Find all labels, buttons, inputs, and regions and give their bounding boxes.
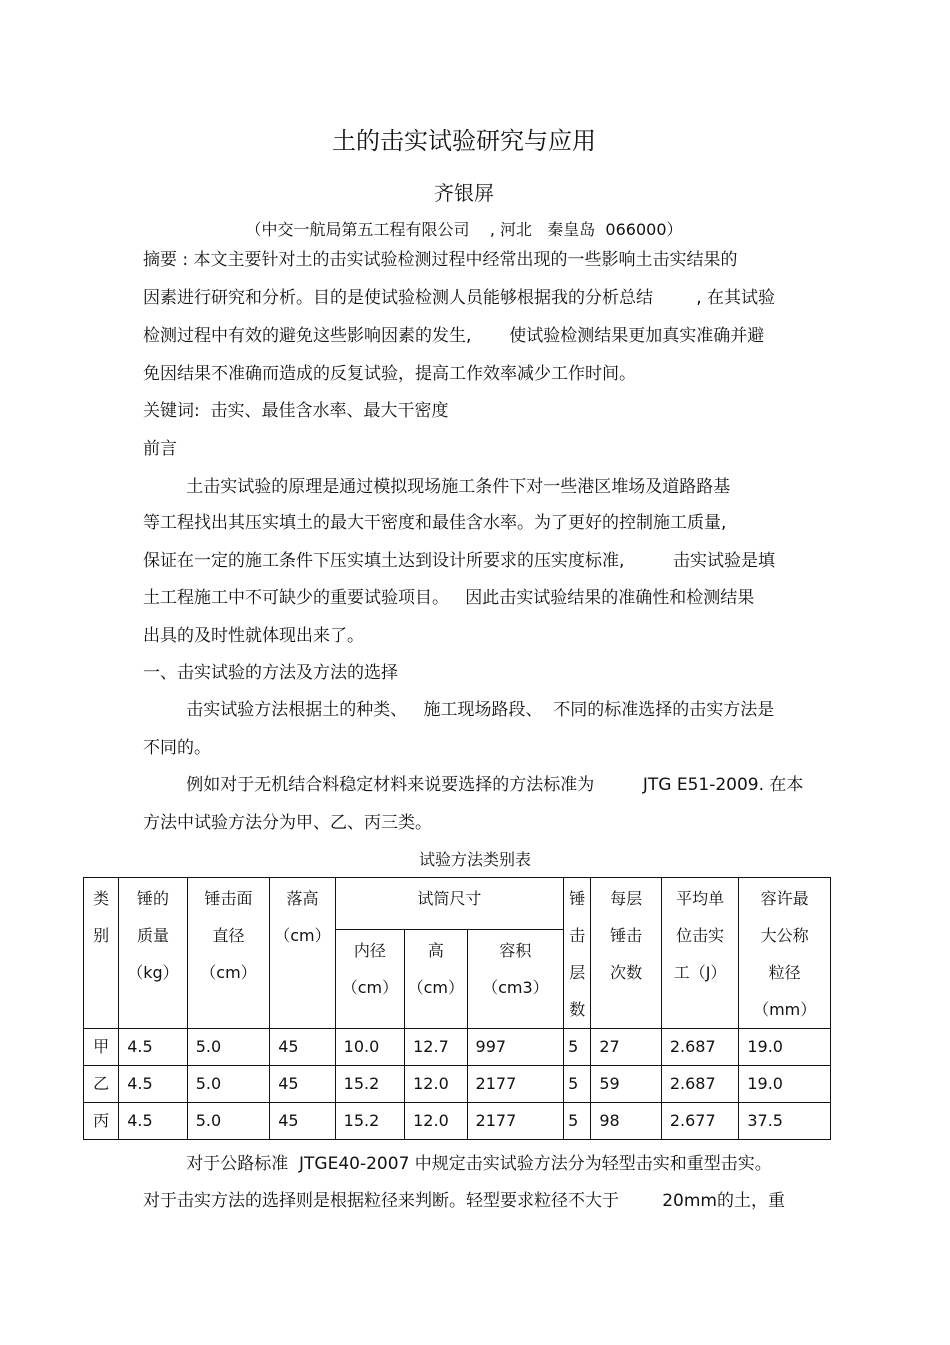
header-volume: 容积 （cm3） [467, 929, 564, 1028]
section-line: 方法中试验方法分为甲、乙、丙三类。 [143, 813, 432, 833]
preface-line: 土工程施工中不可缺少的重要试验项目。 因此击实试验结果的准确性和检测结果 [143, 588, 755, 608]
section-heading: 一、击实试验的方法及方法的选择 [143, 663, 398, 683]
header-hammer-diameter: 锤击面 直径 （cm） [187, 878, 270, 1029]
table-cell: 丙 [84, 1103, 119, 1140]
table-cell: 5.0 [187, 1103, 270, 1140]
abstract-line: 检测过程中有效的避免这些影响因素的发生, 使试验检测结果更加真实准确并避 [143, 326, 765, 346]
table-row [84, 1066, 831, 1103]
table-header-row [84, 878, 831, 930]
header-blows-per-layer: 每层 锤击 次数 [591, 878, 661, 1029]
table-cell: 5 [564, 1103, 591, 1140]
table-cell: 19.0 [739, 1029, 831, 1066]
table-cell: 4.5 [119, 1103, 187, 1140]
header-category: 类 别 [84, 878, 119, 1029]
table-cell: 乙 [84, 1066, 119, 1103]
table-cell: 12.0 [405, 1103, 467, 1140]
abstract-line: 免因结果不准确而造成的反复试验，提高工作效率减少工作时间。 [143, 364, 636, 384]
table-cell: 2177 [467, 1066, 564, 1103]
table-cell: 5.0 [187, 1029, 270, 1066]
table-cell: 5 [564, 1066, 591, 1103]
header-cylinder-size: 试筒尺寸 [335, 878, 564, 930]
section-line: 不同的。 [143, 738, 211, 758]
table-cell: 15.2 [335, 1066, 404, 1103]
table-cell: 19.0 [739, 1066, 831, 1103]
section-line: 例如对于无机结合料稳定材料来说要选择的方法标准为 JTG E51-2009. 在本 [143, 775, 804, 795]
methods-table [83, 877, 831, 1140]
table-cell: 2.687 [661, 1066, 739, 1103]
table-row [84, 1029, 831, 1066]
table-cell: 2177 [467, 1103, 564, 1140]
table-cell: 4.5 [119, 1066, 187, 1103]
page-title: 土的击实试验研究与应用 [332, 127, 596, 155]
table-cell: 15.2 [335, 1103, 404, 1140]
body-line: 对于公路标准 JTGE40-2007 中规定击实试验方法分为轻型击实和重型击实。 [143, 1154, 772, 1174]
header-height: 高 （cm） [405, 929, 467, 1028]
header-max-particle: 容许最 大公称 粒径 （mm） [739, 878, 831, 1029]
table-cell: 2.687 [661, 1029, 739, 1066]
table-cell: 2.677 [661, 1103, 739, 1140]
table-cell: 5.0 [187, 1066, 270, 1103]
header-hammer-mass: 锤的 质量 （kg） [119, 878, 187, 1029]
table-caption: 试验方法类别表 [418, 850, 531, 869]
keywords: 关键词: 击实、最佳含水率、最大干密度 [143, 401, 449, 421]
table-cell: 12.7 [405, 1029, 467, 1066]
table-cell: 45 [270, 1066, 335, 1103]
section-line: 击实试验方法根据土的种类、 施工现场路段、 不同的标准选择的击实方法是 [143, 700, 775, 720]
preface-line: 出具的及时性就体现出来了。 [143, 626, 364, 646]
header-unit-work: 平均单 位击实 工（J） [661, 878, 739, 1029]
abstract-line: 因素进行研究和分析。目的是使试验检测人员能够根据我的分析总结 , 在其试验 [143, 288, 776, 308]
table-cell: 59 [591, 1066, 661, 1103]
table-cell: 甲 [84, 1029, 119, 1066]
body-line: 对于击实方法的选择则是根据粒径来判断。轻型要求粒径不大于 20mm的土，重 [143, 1191, 785, 1211]
preface-line: 等工程找出其压实填土的最大干密度和最佳含水率。为了更好的控制施工质量, [143, 513, 727, 533]
author-affiliation: （中交一航局第五工程有限公司 , 河北 秦皇岛 066000） [245, 220, 683, 239]
header-inner-diameter: 内径 （cm） [335, 929, 404, 1028]
abstract-line: 摘要 : 本文主要针对土的击实试验检测过程中经常出现的一些影响土击实结果的 [143, 250, 738, 270]
header-layers: 锤 击 层 数 [564, 878, 591, 1029]
table-cell: 37.5 [739, 1103, 831, 1140]
preface-heading: 前言 [143, 439, 177, 459]
table-cell: 27 [591, 1029, 661, 1066]
table-cell: 10.0 [335, 1029, 404, 1066]
preface-line: 保证在一定的施工条件下压实填土达到设计所要求的压实度标准, 击实试验是填 [143, 551, 776, 571]
header-drop-height: 落高 （cm） [270, 878, 335, 1029]
author-name: 齐银屏 [434, 181, 494, 205]
table-cell: 4.5 [119, 1029, 187, 1066]
table-cell: 45 [270, 1103, 335, 1140]
table-row [84, 1103, 831, 1140]
table-cell: 45 [270, 1029, 335, 1066]
table-cell: 5 [564, 1029, 591, 1066]
table-cell: 12.0 [405, 1066, 467, 1103]
preface-line: 土击实试验的原理是通过模拟现场施工条件下对一些港区堆场及道路路基 [143, 477, 731, 497]
table-cell: 997 [467, 1029, 564, 1066]
table-cell: 98 [591, 1103, 661, 1140]
